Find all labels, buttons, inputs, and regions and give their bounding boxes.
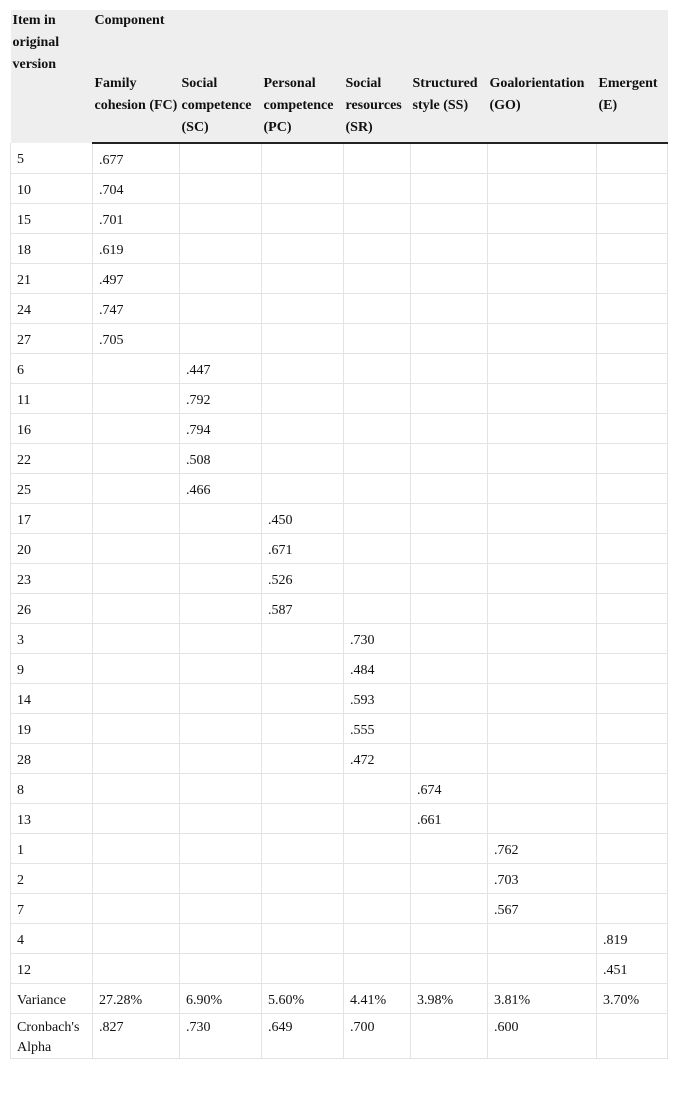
loading-cell xyxy=(180,173,262,203)
row-label-cell: 12 xyxy=(11,953,93,983)
loading-cell xyxy=(180,833,262,863)
loading-cell: .703 xyxy=(488,863,597,893)
loading-cell xyxy=(597,803,668,833)
loading-cell: .447 xyxy=(180,353,262,383)
column-header-e: Emergent (E) xyxy=(597,73,668,143)
loading-cell: 3.81% xyxy=(488,983,597,1013)
table-row xyxy=(11,443,668,473)
loading-cell: .794 xyxy=(180,413,262,443)
loading-cell xyxy=(344,773,411,803)
loading-cell xyxy=(93,683,180,713)
loading-cell xyxy=(93,953,180,983)
loading-cell xyxy=(344,383,411,413)
loading-cell xyxy=(411,1013,488,1058)
loading-cell: .700 xyxy=(344,1013,411,1058)
loading-cell xyxy=(597,563,668,593)
row-label-cell: 26 xyxy=(11,593,93,623)
table-row xyxy=(11,473,668,503)
loading-cell xyxy=(488,773,597,803)
loading-cell xyxy=(411,683,488,713)
loading-cell xyxy=(597,413,668,443)
loading-cell: .730 xyxy=(180,1013,262,1058)
loading-cell: .674 xyxy=(411,773,488,803)
loading-cell xyxy=(344,413,411,443)
loading-cell: .705 xyxy=(93,323,180,353)
loading-cell xyxy=(344,473,411,503)
row-label-cell: 28 xyxy=(11,743,93,773)
loading-cell: .762 xyxy=(488,833,597,863)
row-label-cell: 8 xyxy=(11,773,93,803)
loading-cell xyxy=(262,743,344,773)
loading-cell: 27.28% xyxy=(93,983,180,1013)
loading-cell xyxy=(488,323,597,353)
table-row xyxy=(11,353,668,383)
loading-cell xyxy=(597,143,668,173)
loading-cell xyxy=(344,143,411,173)
loading-cell xyxy=(488,233,597,263)
loading-cell xyxy=(262,443,344,473)
loading-cell xyxy=(488,203,597,233)
loading-cell xyxy=(93,443,180,473)
row-label-cell: 25 xyxy=(11,473,93,503)
table-row xyxy=(11,323,668,353)
loading-cell xyxy=(180,713,262,743)
loading-cell xyxy=(344,593,411,623)
loading-cell xyxy=(597,323,668,353)
loading-cell xyxy=(411,203,488,233)
table-row xyxy=(11,503,668,533)
loading-cell xyxy=(411,473,488,503)
table-row xyxy=(11,743,668,773)
loading-cell xyxy=(262,653,344,683)
loading-cell xyxy=(488,803,597,833)
row-label-cell: 11 xyxy=(11,383,93,413)
loading-cell xyxy=(344,803,411,833)
loading-cell xyxy=(411,623,488,653)
table-header xyxy=(11,10,668,143)
row-label-cell: 7 xyxy=(11,893,93,923)
loading-cell xyxy=(411,893,488,923)
loading-cell xyxy=(262,713,344,743)
loading-cell: .555 xyxy=(344,713,411,743)
loading-cell xyxy=(411,383,488,413)
loading-cell xyxy=(597,623,668,653)
loading-cell xyxy=(262,383,344,413)
loading-cell xyxy=(344,323,411,353)
loading-cell xyxy=(344,443,411,473)
loading-cell xyxy=(411,953,488,983)
loading-cell xyxy=(180,623,262,653)
loading-cell xyxy=(411,143,488,173)
loading-cell xyxy=(597,593,668,623)
loading-cell xyxy=(93,893,180,923)
column-header-ss: Structured style (SS) xyxy=(411,73,488,143)
table-row xyxy=(11,683,668,713)
loading-cell xyxy=(180,293,262,323)
row-label-cell: 10 xyxy=(11,173,93,203)
loading-cell xyxy=(411,863,488,893)
loading-cell xyxy=(344,233,411,263)
loading-cell xyxy=(488,263,597,293)
table-row xyxy=(11,713,668,743)
loading-cell xyxy=(597,893,668,923)
row-label-cell: 20 xyxy=(11,533,93,563)
row-label-cell: 4 xyxy=(11,923,93,953)
table-row xyxy=(11,953,668,983)
column-header-sc: Social competence (SC) xyxy=(180,73,262,143)
loading-cell xyxy=(488,653,597,683)
loading-cell xyxy=(597,533,668,563)
loading-cell: .747 xyxy=(93,293,180,323)
loading-cell: .701 xyxy=(93,203,180,233)
table-row xyxy=(11,293,668,323)
loading-cell xyxy=(93,533,180,563)
loading-cell xyxy=(488,623,597,653)
loading-cell: .600 xyxy=(488,1013,597,1058)
row-label-cell: 5 xyxy=(11,143,93,173)
row-label-cell: 19 xyxy=(11,713,93,743)
loading-cell xyxy=(180,803,262,833)
loading-cell: .677 xyxy=(93,143,180,173)
loading-cell xyxy=(597,833,668,863)
loading-cell xyxy=(180,653,262,683)
loading-cell: .567 xyxy=(488,893,597,923)
loading-cell xyxy=(411,293,488,323)
loading-cell xyxy=(262,623,344,653)
loading-cell xyxy=(411,173,488,203)
loading-cell: .792 xyxy=(180,383,262,413)
loading-cell xyxy=(344,563,411,593)
loading-cell xyxy=(262,173,344,203)
loading-cell xyxy=(262,143,344,173)
loading-cell xyxy=(411,563,488,593)
row-label-cell: 15 xyxy=(11,203,93,233)
loading-cell xyxy=(93,863,180,893)
table-row xyxy=(11,143,668,173)
row-label-cell: 24 xyxy=(11,293,93,323)
loading-cell: .484 xyxy=(344,653,411,683)
table-row xyxy=(11,383,668,413)
loading-cell xyxy=(344,863,411,893)
table-row xyxy=(11,923,668,953)
loading-cell xyxy=(344,953,411,983)
loading-cell: 4.41% xyxy=(344,983,411,1013)
loading-cell xyxy=(262,263,344,293)
loading-cell: .450 xyxy=(262,503,344,533)
loading-cell xyxy=(93,503,180,533)
row-label-cell: 3 xyxy=(11,623,93,653)
loading-cell xyxy=(262,953,344,983)
loading-cell: .649 xyxy=(262,1013,344,1058)
table-row xyxy=(11,413,668,443)
loading-cell xyxy=(180,893,262,923)
loading-cell: .827 xyxy=(93,1013,180,1058)
table-row xyxy=(11,653,668,683)
table-row xyxy=(11,803,668,833)
loading-cell: .619 xyxy=(93,233,180,263)
loading-cell xyxy=(93,803,180,833)
row-label-cell: Variance xyxy=(11,983,93,1013)
row-label-cell: 23 xyxy=(11,563,93,593)
loading-cell xyxy=(597,473,668,503)
loading-cell xyxy=(411,743,488,773)
loading-cell xyxy=(597,743,668,773)
column-header-go: Goalorientation (GO) xyxy=(488,73,597,143)
loadings-table xyxy=(10,10,668,1059)
loading-cell: 6.90% xyxy=(180,983,262,1013)
loading-cell xyxy=(488,503,597,533)
loading-cell: .466 xyxy=(180,473,262,503)
table-row xyxy=(11,563,668,593)
loading-cell xyxy=(180,203,262,233)
loading-cell xyxy=(180,743,262,773)
loading-cell xyxy=(180,953,262,983)
row-label-cell: Cronbach's Alpha xyxy=(11,1013,93,1058)
loading-cell xyxy=(180,143,262,173)
loading-cell xyxy=(411,923,488,953)
table-row xyxy=(11,983,668,1013)
loading-cell xyxy=(180,863,262,893)
loading-cell: .587 xyxy=(262,593,344,623)
loading-cell xyxy=(597,503,668,533)
loading-cell xyxy=(597,263,668,293)
loading-cell: .730 xyxy=(344,623,411,653)
loading-cell xyxy=(180,323,262,353)
loading-cell xyxy=(262,893,344,923)
row-label-cell: 9 xyxy=(11,653,93,683)
loading-cell xyxy=(488,143,597,173)
loading-cell xyxy=(488,383,597,413)
loading-cell xyxy=(488,353,597,383)
loading-cell xyxy=(411,653,488,683)
loading-cell xyxy=(488,413,597,443)
loading-cell xyxy=(597,293,668,323)
loading-cell xyxy=(262,473,344,503)
loading-cell xyxy=(597,443,668,473)
loading-cell xyxy=(411,233,488,263)
column-header-fc: Family cohesion (FC) xyxy=(93,73,180,143)
loading-cell: .497 xyxy=(93,263,180,293)
loading-cell xyxy=(597,173,668,203)
loading-cell xyxy=(597,713,668,743)
column-header-sr: Social resources (SR) xyxy=(344,73,411,143)
loading-cell: 3.70% xyxy=(597,983,668,1013)
loading-cell xyxy=(93,743,180,773)
table-row xyxy=(11,773,668,803)
loading-cell xyxy=(262,773,344,803)
loading-cell xyxy=(93,653,180,683)
loading-cell xyxy=(488,443,597,473)
loading-cell xyxy=(93,923,180,953)
loading-cell xyxy=(344,203,411,233)
loading-cell xyxy=(262,923,344,953)
row-label-cell: 18 xyxy=(11,233,93,263)
table-row xyxy=(11,203,668,233)
loading-cell xyxy=(597,863,668,893)
loading-cell xyxy=(180,563,262,593)
table-row xyxy=(11,233,668,263)
loading-cell xyxy=(597,383,668,413)
loading-cell: .704 xyxy=(93,173,180,203)
loading-cell: .508 xyxy=(180,443,262,473)
table-row xyxy=(11,863,668,893)
loading-cell xyxy=(180,593,262,623)
loading-cell xyxy=(488,953,597,983)
loading-cell xyxy=(488,473,597,503)
loading-cell xyxy=(488,593,597,623)
loading-cell: 3.98% xyxy=(411,983,488,1013)
loading-cell: 5.60% xyxy=(262,983,344,1013)
loading-cell xyxy=(411,533,488,563)
loading-cell xyxy=(488,563,597,593)
loading-cell xyxy=(597,353,668,383)
loading-cell xyxy=(597,1013,668,1058)
loading-cell xyxy=(262,413,344,443)
loading-cell xyxy=(344,503,411,533)
loading-cell xyxy=(262,293,344,323)
loading-cell xyxy=(597,683,668,713)
loading-cell: .451 xyxy=(597,953,668,983)
loading-cell xyxy=(411,353,488,383)
loading-cell xyxy=(344,263,411,293)
loading-cell xyxy=(597,773,668,803)
row-label-cell: 17 xyxy=(11,503,93,533)
table-row xyxy=(11,893,668,923)
loading-cell: .593 xyxy=(344,683,411,713)
loading-cell xyxy=(488,683,597,713)
table-row xyxy=(11,1013,668,1058)
column-header-pc: Personal competence (PC) xyxy=(262,73,344,143)
table-row xyxy=(11,623,668,653)
loading-cell xyxy=(262,803,344,833)
table-row xyxy=(11,533,668,563)
row-label-cell: 14 xyxy=(11,683,93,713)
loading-cell xyxy=(180,233,262,263)
loading-cell xyxy=(93,593,180,623)
loading-cell xyxy=(262,863,344,893)
table-row xyxy=(11,833,668,863)
loading-cell xyxy=(411,323,488,353)
row-label-cell: 27 xyxy=(11,323,93,353)
loading-cell xyxy=(597,203,668,233)
loading-cell: .661 xyxy=(411,803,488,833)
loading-cell xyxy=(93,623,180,653)
loading-cell: .526 xyxy=(262,563,344,593)
loading-cell xyxy=(344,893,411,923)
loading-cell xyxy=(411,413,488,443)
loading-cell xyxy=(180,923,262,953)
row-label-cell: 6 xyxy=(11,353,93,383)
loading-cell xyxy=(93,713,180,743)
component-group-header: Component xyxy=(93,10,668,73)
loading-cell xyxy=(93,383,180,413)
loading-cell xyxy=(411,503,488,533)
row-label-cell: 1 xyxy=(11,833,93,863)
loading-cell xyxy=(411,713,488,743)
loading-cell xyxy=(93,563,180,593)
loading-cell xyxy=(93,833,180,863)
loading-cell xyxy=(180,263,262,293)
loading-cell xyxy=(93,353,180,383)
loading-cell xyxy=(488,713,597,743)
loading-cell: .472 xyxy=(344,743,411,773)
loading-cell xyxy=(488,743,597,773)
loading-cell xyxy=(180,773,262,803)
loading-cell xyxy=(262,203,344,233)
table-body xyxy=(11,143,668,1058)
loading-cell xyxy=(262,353,344,383)
row-label-cell: 16 xyxy=(11,413,93,443)
loading-cell xyxy=(262,233,344,263)
item-column-header: Item in original version xyxy=(11,10,93,143)
loading-cell xyxy=(344,173,411,203)
loading-cell xyxy=(597,233,668,263)
loading-cell xyxy=(180,533,262,563)
loading-cell xyxy=(93,773,180,803)
loading-cell xyxy=(488,293,597,323)
loading-cell xyxy=(93,473,180,503)
loading-cell xyxy=(344,923,411,953)
loading-cell xyxy=(262,833,344,863)
loading-cell: .671 xyxy=(262,533,344,563)
table-row xyxy=(11,263,668,293)
row-label-cell: 22 xyxy=(11,443,93,473)
loading-cell xyxy=(411,593,488,623)
loading-cell xyxy=(411,833,488,863)
loading-cell xyxy=(344,353,411,383)
row-label-cell: 2 xyxy=(11,863,93,893)
loading-cell xyxy=(344,833,411,863)
table-row xyxy=(11,593,668,623)
loading-cell xyxy=(262,683,344,713)
loading-cell xyxy=(488,173,597,203)
loading-cell: .819 xyxy=(597,923,668,953)
loading-cell xyxy=(488,533,597,563)
loading-cell xyxy=(411,443,488,473)
loading-cell xyxy=(262,323,344,353)
loading-cell xyxy=(93,413,180,443)
loading-cell xyxy=(180,683,262,713)
row-label-cell: 21 xyxy=(11,263,93,293)
loading-cell xyxy=(344,533,411,563)
loading-cell xyxy=(597,653,668,683)
loading-cell xyxy=(180,503,262,533)
loading-cell xyxy=(488,923,597,953)
table-row xyxy=(11,173,668,203)
loading-cell xyxy=(344,293,411,323)
loading-cell xyxy=(411,263,488,293)
row-label-cell: 13 xyxy=(11,803,93,833)
